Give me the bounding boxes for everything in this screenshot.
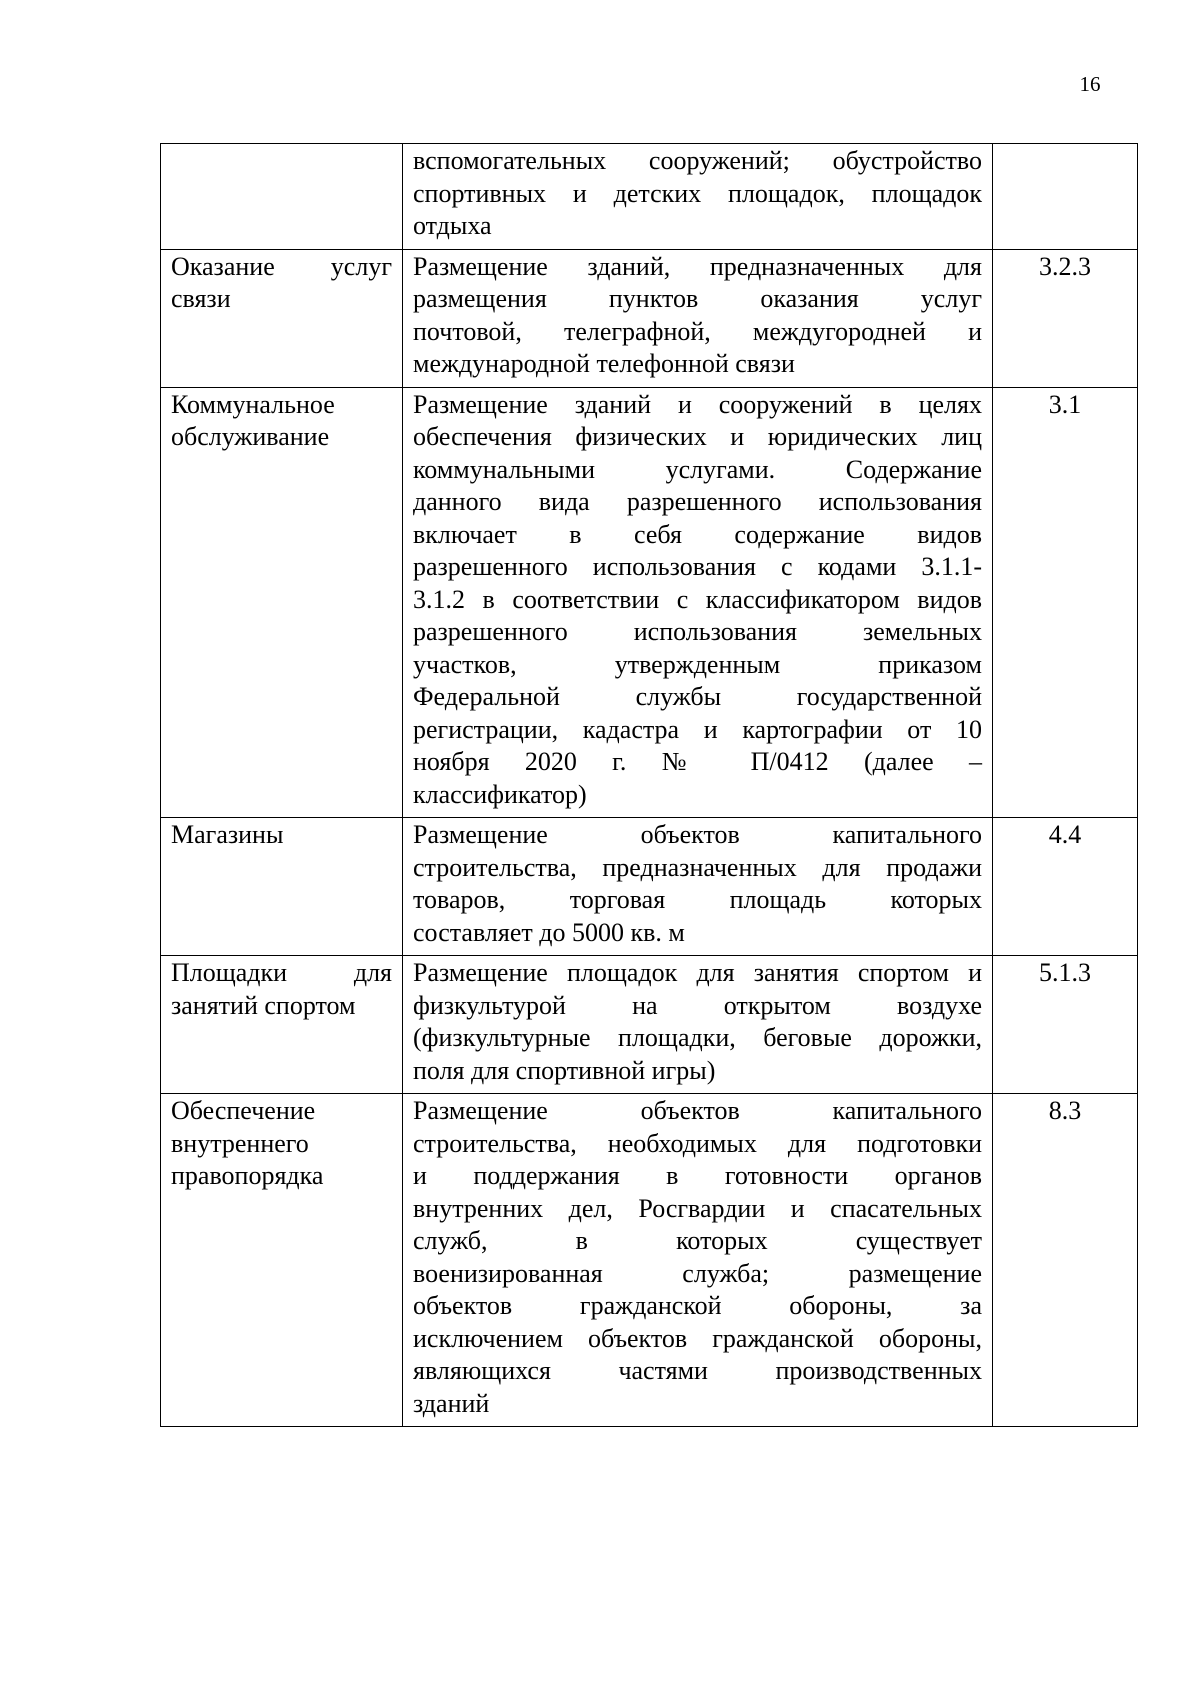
use-type-description bbox=[403, 249, 993, 387]
use-type-description-line: включает в себя содержание видов bbox=[413, 519, 982, 549]
table-row bbox=[161, 144, 1138, 250]
table-row bbox=[161, 956, 1138, 1094]
use-type-description-line: исключением объектов гражданской обороны, bbox=[413, 1323, 982, 1353]
use-type-code: 4.4 bbox=[993, 818, 1138, 956]
use-type-description-line: строительства, предназначенных для продажи bbox=[413, 852, 982, 882]
use-type-description-line: Размещение площадок для занятия спортом и bbox=[413, 958, 982, 987]
use-type-name-line: связи bbox=[171, 284, 231, 313]
use-type-code: 3.1 bbox=[993, 387, 1138, 818]
use-type-description bbox=[403, 818, 993, 956]
use-type-description-line: Размещение объектов капитального bbox=[413, 1096, 982, 1125]
use-type-description-line: регистрации, кадастра и картографии от 10 bbox=[413, 714, 982, 744]
use-type-description-line: обеспечения физических и юридических лиц bbox=[413, 422, 982, 451]
table-row bbox=[161, 1094, 1138, 1427]
use-type-description-line: зданий bbox=[413, 1388, 490, 1418]
use-type-name-line: Оказание услуг bbox=[171, 251, 392, 281]
use-type-description-line: отдыха bbox=[413, 211, 492, 240]
use-type-name-line: Обеспечение bbox=[171, 1096, 316, 1125]
use-type-description-line: 3.1.2 в соответствии с классификатором видов bbox=[413, 584, 982, 614]
use-type-description bbox=[403, 144, 993, 250]
table-row bbox=[161, 818, 1138, 956]
use-type-description-line: международной телефонной связи bbox=[413, 349, 795, 378]
use-type-code: 5.1.3 bbox=[993, 956, 1138, 1094]
use-type-description-line: составляет до 5000 кв. м bbox=[413, 917, 685, 947]
use-type-name bbox=[161, 144, 403, 250]
use-type-description-line: Размещение объектов капитального bbox=[413, 820, 982, 849]
use-type-name bbox=[161, 387, 403, 818]
use-type-description-line: служб, в которых существует bbox=[413, 1226, 982, 1255]
use-type-description-line: ноября 2020 г. № П/0412 (далее – bbox=[413, 747, 982, 776]
table-row bbox=[161, 249, 1138, 387]
use-type-name bbox=[161, 956, 403, 1094]
use-type-name-line: Магазины bbox=[171, 820, 284, 849]
use-type-description-line: строительства, необходимых для подготовки bbox=[413, 1128, 982, 1158]
use-type-description bbox=[403, 387, 993, 818]
use-type-name-line: занятий спортом bbox=[171, 990, 356, 1020]
page-number: 16 bbox=[1079, 72, 1101, 96]
use-type-description-line: почтовой, телеграфной, междугородней и bbox=[413, 316, 982, 346]
use-type-description-line: размещения пунктов оказания услуг bbox=[413, 284, 982, 313]
use-type-name-line: внутреннего bbox=[171, 1128, 309, 1158]
use-type-name-line: обслуживание bbox=[171, 422, 330, 451]
use-type-description-line: внутренних дел, Росгвардии и спасательных bbox=[413, 1193, 982, 1223]
use-type-description-line: Размещение зданий, предназначенных для bbox=[413, 251, 982, 281]
use-type-name bbox=[161, 1094, 403, 1427]
use-type-name bbox=[161, 249, 403, 387]
land-use-table bbox=[160, 143, 1138, 1427]
use-type-description-line: разрешенного использования земельных bbox=[413, 617, 982, 646]
table-row bbox=[161, 387, 1138, 818]
use-type-description bbox=[403, 956, 993, 1094]
use-type-description-line: данного вида разрешенного использования bbox=[413, 487, 982, 516]
use-type-code: 3.2.3 bbox=[993, 249, 1138, 387]
use-type-description-line: военизированная служба; размещение bbox=[413, 1258, 982, 1288]
use-type-description-line: классификатор) bbox=[413, 779, 587, 809]
use-type-description-line: являющихся частями производственных bbox=[413, 1356, 982, 1385]
use-type-description-line: разрешенного использования с кодами 3.1.1- bbox=[413, 552, 982, 581]
use-type-code: 8.3 bbox=[993, 1094, 1138, 1427]
use-type-description-line: и поддержания в готовности органов bbox=[413, 1161, 982, 1190]
use-type-description-line: вспомогательных сооружений; обустройство bbox=[413, 146, 982, 175]
use-type-code bbox=[993, 144, 1138, 250]
use-type-description bbox=[403, 1094, 993, 1427]
use-type-name-line: правопорядка bbox=[171, 1161, 324, 1190]
use-type-description-line: Федеральной службы государственной bbox=[413, 682, 982, 711]
use-type-description-line: (физкультурные площадки, беговые дорожки, bbox=[413, 1023, 982, 1052]
use-type-description-line: товаров, торговая площадь которых bbox=[413, 885, 982, 914]
table-body bbox=[161, 144, 1138, 1427]
use-type-description-line: участков, утвержденным приказом bbox=[413, 649, 982, 679]
use-type-description-line: физкультурой на открытом воздухе bbox=[413, 990, 982, 1020]
use-type-name-line: Площадки для bbox=[171, 958, 392, 987]
use-type-name-line: Коммунальное bbox=[171, 389, 335, 419]
use-type-description-line: объектов гражданской обороны, за bbox=[413, 1291, 982, 1320]
use-type-description-line: спортивных и детских площадок, площадок bbox=[413, 178, 982, 208]
use-type-name bbox=[161, 818, 403, 956]
use-type-description-line: Размещение зданий и сооружений в целях bbox=[413, 389, 982, 419]
use-type-description-line: коммунальными услугами. Содержание bbox=[413, 454, 982, 484]
use-type-description-line: поля для спортивной игры) bbox=[413, 1055, 716, 1085]
